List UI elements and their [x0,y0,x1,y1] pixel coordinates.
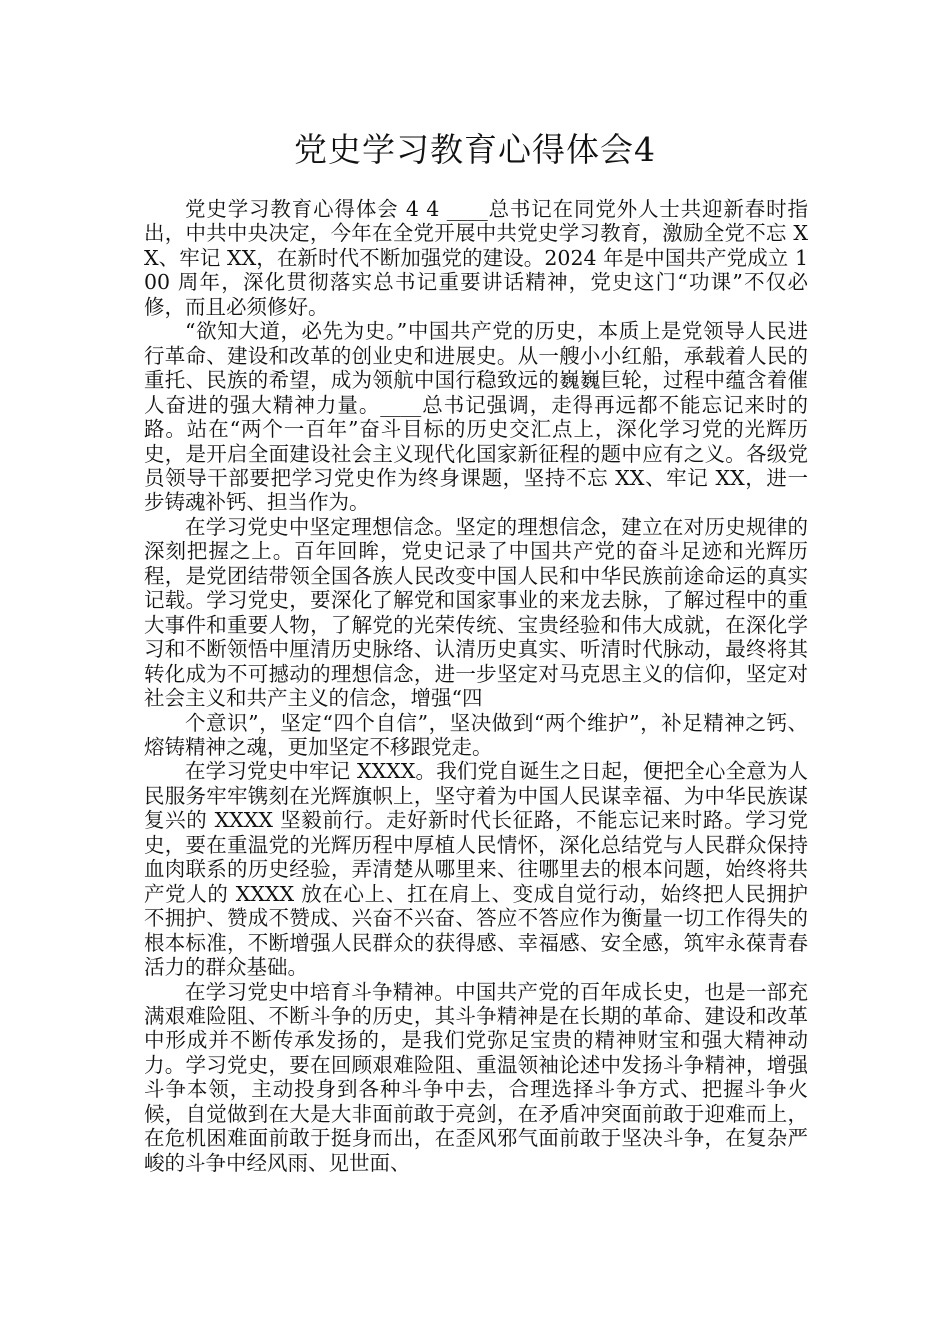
paragraph-struggle: 在学习党史中培育斗争精神。中国共产党的百年成长史，也是一部充满艰难险阻、不断斗争的历史，其斗争精神是在长期的革命、建设和改革中形成并不断传承发扬的，是我们党弥足宝贵的精神财宝和强大精神动力。学习党史，要在回顾艰难险阻、重温领袖论述中发扬斗争精神，增强斗争本领，主动投身到各种斗争中去，合理选择斗争方式、把握斗争火候，自觉做到在大是大非面前敢于亮剑，在矛盾冲突面前敢于迎难而上，在危机困难面前敢于挺身而出，在歪风邪气面前敢于坚决斗争，在复杂严峻的斗争中经风雨、见世面、 [144,979,808,1175]
document-title: 党史学习教育心得体会4 [294,130,656,169]
paragraph-ideals: 在学习党史中坚定理想信念。坚定的理想信念，建立在对历史规律的深刻把握之上。百年回眸，党史记录了中国共产党的奋斗足迹和光辉历程，是党团结带领全国各族人民改变中国人民和中华民族前途命运的真实记载。学习党史，要深化了解党和国家事业的来龙去脉，了解过程中的重大事件和重要人物，了解党的光荣传统、宝贵经验和伟大成就，在深化学习和不断领悟中厘清历史脉络、认清历史真实、听清时代脉动，最终将其转化成为不可撼动的理想信念，进一步坚定对马克思主义的信仰，坚定对社会主义和共产主义的信念，增强“四 [144,514,808,711]
document-body [144,197,808,1175]
paragraph-ideals-continued: 个意识”，坚定“四个自信”，坚决做到“两个维护”，补足精神之钙、熔铸精神之魂，更加坚定不移跟党走。 [144,710,808,759]
paragraph-people: 在学习党史中牢记 XXXX。我们党自诞生之日起，便把全心全意为人民服务牢牢镌刻在光辉旗帜上，坚守着为中国人民谋幸福、为中华民族谋复兴的 XXXX 坚毅前行。走好新时代长征路，不能忘记来时路。学习党史，要在重温党的光辉历程中厚植人民情怀，深化总结党与人民群众保持血肉联系的历史经验，弄清楚从哪里来、往哪里去的根本问题，始终将共产党人的 XXXX 放在心上、扛在肩上、变成自觉行动，始终把人民拥护不拥护、赞成不赞成、兴奋不兴奋、答应不答应作为衡量一切工作得失的根本标准，不断增强人民群众的获得感、幸福感、安全感，筑牢永葆青春活力的群众基础。 [144,759,808,980]
paragraph-history: “欲知大道，必先为史。”中国共产党的历史，本质上是党领导人民进行革命、建设和改革的创业史和进展史。从一艘小小红船，承载着人民的重托、民族的希望，成为领航中国行稳致远的巍巍巨轮，过程中蕴含着催人奋进的强大精神力量。____总书记强调，走得再远都不能忘记来时的路。站在“两个一百年”奋斗目标的历史交汇点上，深化学习党的光辉历史，是开启全面建设社会主义现代化国家新征程的题中应有之义。各级党员领导干部要把学习党史作为终身课题，坚持不忘 XX、牢记 XX，进一步铸魂补钙、担当作为。 [144,319,808,515]
paragraph-intro: 党史学习教育心得体会 4 4 ____总书记在同党外人士共迎新春时指出，中共中央决定，今年在全党开展中共党史学习教育，激励全党不忘 XX、牢记 XX，在新时代不断加强党的建设。2024 年是中国共产党成立 100 周年，深化贯彻落实总书记重要讲话精神，党史这门“功课”不仅必修，而且必须修好。 [144,197,808,319]
